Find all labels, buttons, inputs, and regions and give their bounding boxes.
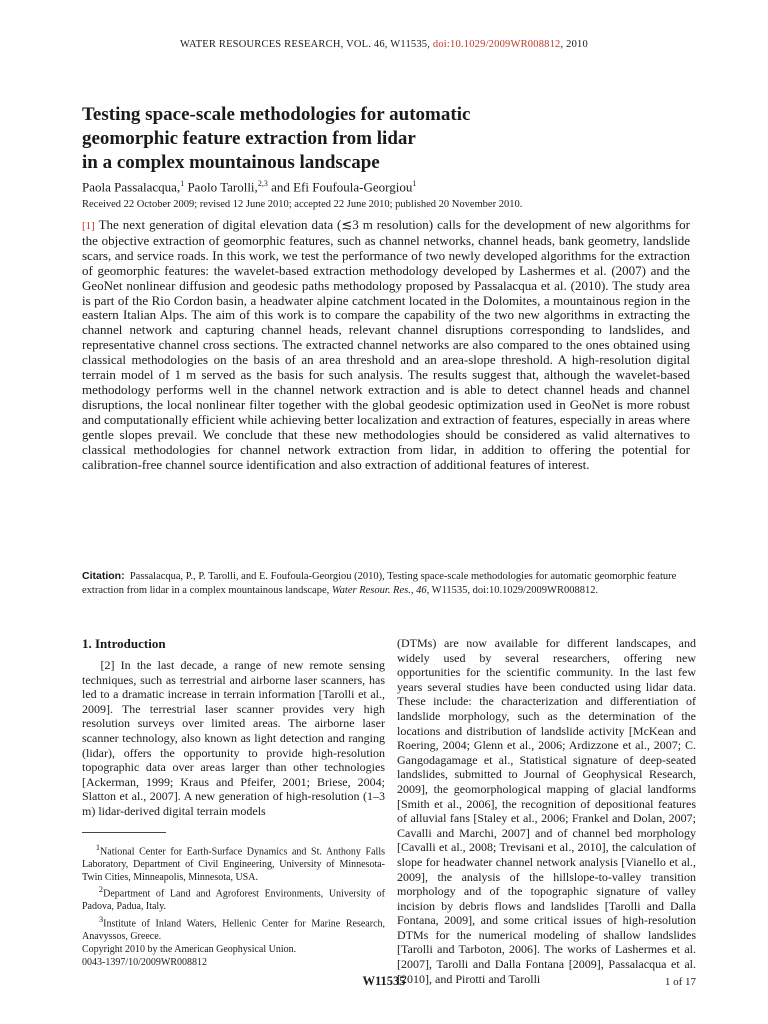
- journal-info: WATER RESOURCES RESEARCH, VOL. 46, W11535,: [180, 39, 431, 50]
- doi-link[interactable]: doi:10.1029/2009WR008812: [432, 39, 561, 50]
- page-number: 1 of 17: [664, 976, 696, 988]
- intro-paragraph: [82, 658, 385, 819]
- citation-tail: , W11535, doi:10.1029/2009WR008812.: [426, 585, 599, 596]
- copyright-line: Copyright 2010 by the American Geophysical Union.: [82, 944, 297, 955]
- author-name: Paola Passalacqua,: [82, 179, 181, 195]
- author-affiliation: 1: [180, 179, 185, 188]
- title-line: geomorphic feature extraction from lidar: [82, 128, 416, 149]
- abstract-text: The next generation of digital elevation data (≲3 m resolution) calls for the development of new algorithms for the objective extraction of geomorphic features, such as channel networks, channel heads, bank geometry, landslide scars, and service roads. In this work, we test the performance of two newly developed algorithms for the extraction of geomorphic features: the wavelet-based extraction methodology developed by Lashermes et al. (2007) and the GeoNet nonlinear diffusion and geodesic paths methodology proposed by Passalacqua et al. (2010). The study area is part of the Rio Cordon basin, a headwater alpine catchment located in the Dolomites, a mountainous region in the eastern Italian Alps. The aim of this work is to compare the capability of the two new algorithms in extracting the channel network and capturing channel heads, relevant channel disruptions corresponding to landslides, and representative channel cross sections. The extracted channel networks are also compared to the ones obtained using classical methodologies on the basis of an area threshold and an area-slope threshold. A high-resolution digital terrain model of 1 m served as the basis for such analysis. The results suggest that, although the wavelet-based methodology performs well in the channel network extraction and is able to detect channel heads and channel disruptions, the local nonlinear filter together with the global geodesic optimization used in GeoNet is more robust and computationally efficient while achieving better localization and extraction of features, especially in areas where gentle slopes prevail. We conclude that these new methodologies should be considered as valid alternatives to classical methodologies for channel network extraction from lidar, in addition to offering the potential for calibration-free channel source identification and also extraction of additional features of interest.: [82, 217, 691, 472]
- footnotes: [82, 842, 385, 943]
- author-list: [82, 179, 416, 195]
- author-name: Paolo Tarolli,: [184, 179, 258, 195]
- footnote-marker: 3: [98, 914, 104, 924]
- citation-block: [82, 569, 690, 598]
- title-line: in a complex mountainous landscape: [82, 152, 380, 173]
- footnote-marker: 2: [98, 885, 104, 895]
- footnote: [82, 914, 385, 944]
- footnote-marker: 1: [95, 843, 101, 852]
- running-header: [0, 39, 768, 50]
- issn-line: 0043-1397/10/2009WR008812: [82, 956, 207, 968]
- paragraph-number[interactable]: [2]: [100, 658, 115, 672]
- author-name: and Efi Foufoula-Georgiou: [267, 179, 413, 195]
- footnote: [82, 842, 385, 884]
- citation-sep: ,: [410, 585, 417, 596]
- intro-text-left: In the last decade, a range of new remote sensing techniques, such as terrestrial and airborne laser scanners, has led to a dramatic increase in terrain information [Tarolli et al., 2009]. The terrestrial laser scanner provides very high resolution surveys over limited areas. The airborne laser scanner technology, also known as light detection and ranging (lidar), offers the opportunity to provide high-resolution topographic data over areas larger than other technologies [Ackerman, 1999; Kraus and Pfeifer, 2001; Briese, 2004; Slatton et al., 2007]. A new generation of high-resolution (1–3 m) lidar-derived digital terrain models: [82, 658, 386, 818]
- footnote-text: Institute of Inland Waters, Hellenic Center for Marine Research, Anavyssos, Greece.: [82, 917, 386, 942]
- title-line: Testing space-scale methodologies for automatic: [82, 104, 471, 125]
- footnote-rule: [82, 832, 166, 833]
- citation-volume: 46: [416, 585, 427, 596]
- article-id: W11535: [362, 974, 406, 988]
- citation-journal: Water Resour. Res.: [331, 585, 411, 596]
- citation-label: Citation:: [82, 570, 125, 582]
- section-heading: 1. Introduction: [82, 636, 166, 651]
- footnote-text: National Center for Earth-Surface Dynamics and St. Anthony Falls Laboratory, Department of Civil Engineering, University of Minnesota-Twin Cities, Minneapolis, Minnesota, USA.: [82, 846, 386, 883]
- paragraph-number[interactable]: [1]: [82, 220, 95, 232]
- author-affiliation: 2,3: [257, 179, 268, 188]
- header-year: , 2010: [560, 39, 588, 50]
- abstract: [82, 218, 690, 472]
- citation-text: Passalacqua, P., P. Tarolli, and E. Foufoula-Georgiou (2010), Testing space-scale methodologies for automatic geomorphic feature extraction from lidar in a complex mountainous landscape,: [82, 571, 677, 596]
- right-column: [397, 636, 696, 986]
- left-column: [82, 636, 385, 819]
- copyright: [82, 944, 296, 969]
- footnote-text: Department of Land and Agroforest Environments, University of Padova, Padua, Italy.: [82, 888, 386, 913]
- intro-text-right: (DTMs) are now available for different landscapes, and widely used by several researchers, offering new opportunities for the scientific community. In the last few years several studies have been conducted using lidar data. These include: the characterization and differentiation of landslide morphology, such as the determination of the locations and distribution of landslide activity [McKean and Roering, 2004; Glenn et al., 2006; Ardizzone et al., 2007; C. Gangodagamage et al., Statistical signature of deep-seated landslides, submitted to Journal of Geophysical Research, 2009], the geomorphological mapping of glacial landforms [Smith et al., 2006], the recognition of depositional features of alluvial fans [Staley et al., 2006; Frankel and Dolan, 2007; Cavalli and Marchi, 2007] and of channel bed morphology [Cavalli et al., 2008; Trevisani et al., 2010], the calculation of slope for headwater channel network analysis [Vianello et al., 2009], the analysis of the hillslope-to-valley transition morphology and of the topographic signature of valley incision by debris flows and landslides [Tarolli and Dalla Fontana, 2009], and some critical issues of high-resolution DTMs for the numerical modeling of shallow landslides [Tarolli and Tarboton, 2006]. The works of Lashermes et al. [2007], Tarolli and Dalla Fontana [2009], Passalacqua et al. [2010], and Pirotti and Tarolli: [397, 636, 696, 986]
- author-affiliation: 1: [412, 179, 417, 188]
- paper-title: [82, 103, 642, 175]
- received-dates: Received 22 October 2009; revised 12 June 2010; accepted 22 June 2010; published 20 November 2010.: [82, 199, 523, 210]
- footnote: [82, 884, 385, 914]
